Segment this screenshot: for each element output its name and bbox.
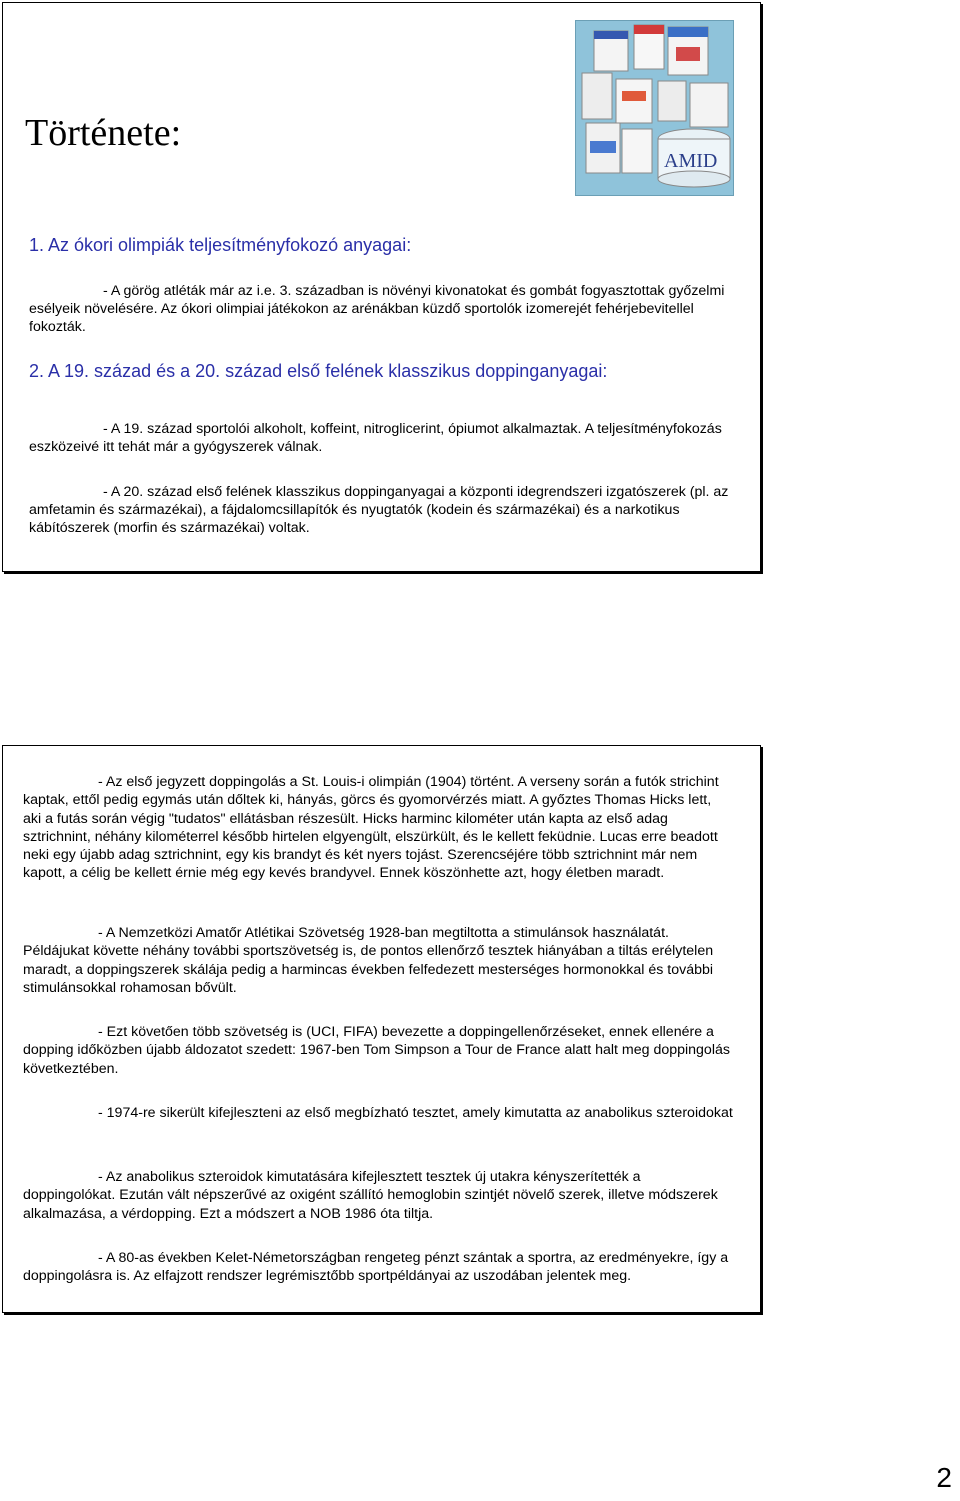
paragraph-anabolic-text: - Az anabolikus szteroidok kimutatására kifejlesztett tesztek új utakra kényszerítették a doppingolókat. Ezután vált népszerűvé az oxigént szállító hemoglobin szintjét növelő szerek, illetve módszerek alkalmazása, a vérdopping. Ezt a módszert a NOB 1986 óta tiltja. xyxy=(23,1169,718,1222)
paragraph-anabolic xyxy=(23,1168,733,1223)
slide-2 xyxy=(2,745,761,1313)
paragraph-uci-fifa xyxy=(23,1023,733,1078)
jar-label-text: AMID xyxy=(664,150,718,172)
section-heading-1: 1. Az ókori olimpiák teljesítményfokozó anyagai: xyxy=(29,235,412,255)
paragraph-1974 xyxy=(23,1104,733,1122)
paragraph-east-germany xyxy=(23,1249,733,1286)
paragraph-1928-ban-text: - A Nemzetközi Amatőr Atlétikai Szövetség 1928-ban megtiltotta a stimulánsok használatát. Példájukat követte néhány további sportszövetség is, de pontos ellenőrző tesztek hiányában a tiltás erélytelen maradt, a doppingszerek skálája pedig a harmincas években felfedezett mesterséges hormonokkal és további stimulánsokkal rohamosan bővült. xyxy=(23,925,714,996)
paragraph-ancient xyxy=(29,282,729,336)
paragraph-st-louis xyxy=(23,773,733,883)
paragraph-east-germany-text: - A 80-as években Kelet-Németországban rengeteg pénzt szántak a sportra, az eredményekre, így a doppingolásra is. Az elfajzott rendszer legrémisztőbb sportpéldányai az uszodában jelentek meg. xyxy=(23,1250,729,1285)
page-number: 2 xyxy=(936,1462,952,1493)
slide-1 xyxy=(2,2,761,572)
paragraph-uci-fifa-text: - Ezt követően több szövetség is (UCI, FIFA) bevezette a doppingellenőrzéseket, ennek ellenére a dopping időközben újabb áldozatot szedett: 1967-ben Tom Simpson a Tour de France alatt halt meg doppingolás következtében. xyxy=(23,1024,730,1077)
medicine-bottles-photo xyxy=(575,20,734,196)
paragraph-ancient-text: - A görög atléták már az i.e. 3. században is növényi kivonatokat és gombát fogyasztottak győzelmi esélyeik növelésére. Az ókori olimpiai játékokon az arénákban küzdő sportolók izomerejét fehérjebevitellel fokozták. xyxy=(29,283,725,335)
paragraph-20th-century xyxy=(29,483,729,537)
paragraph-1928-ban xyxy=(23,924,733,997)
slide-title: Története: xyxy=(25,112,182,154)
paragraph-1974-text: - 1974-re sikerült kifejleszteni az első megbízható tesztet, amely kimutatta az anabolikus szteroidokat xyxy=(98,1105,733,1121)
paragraph-20th-century-text: - A 20. század első felének klasszikus doppinganyagai a központi idegrendszeri izgatószerek (pl. az amfetamin és származékai), a fájdalomcsillapítók és nyugtatók (kodein és származékai) és a narkotikus kábítószerek (morfin és származékai) voltak. xyxy=(29,484,729,536)
paragraph-19th-century-text: - A 19. század sportolói alkoholt, koffeint, nitroglicerint, ópiumot alkalmaztak. A teljesítményfokozás eszközeivé itt tehát már a gyógyszerek válnak. xyxy=(29,421,722,455)
section-heading-2: 2. A 19. század és a 20. század első felének klasszikus doppinganyagai: xyxy=(29,361,608,381)
paragraph-st-louis-text: - Az első jegyzett doppingolás a St. Louis-i olimpián (1904) történt. A verseny során a futók strichint kaptak, ettől pedig egymás után dőltek ki, hányás, görcs és gyomorvérzés miatt. A győztes Thomas Hicks lett, aki a futás során végig "tudatos" ellátásban részesült. Hicks harminc kilométer után kapta az első adag sztrichnint, néhány kilométerrel később hirtelen elgyengült, elszürkült, és le kellett feküdnie. Lucas erre beadott neki egy újabb adag sztrichnint, egy kis brandyt és két nyers tojást. Szerencséjére több sztrichnint már nem kapott, a célig be kellett érnie még egy kevés brandyvel. Ennek köszönhette azt, hogy életben maradt. xyxy=(23,774,719,882)
paragraph-19th-century xyxy=(29,420,729,456)
